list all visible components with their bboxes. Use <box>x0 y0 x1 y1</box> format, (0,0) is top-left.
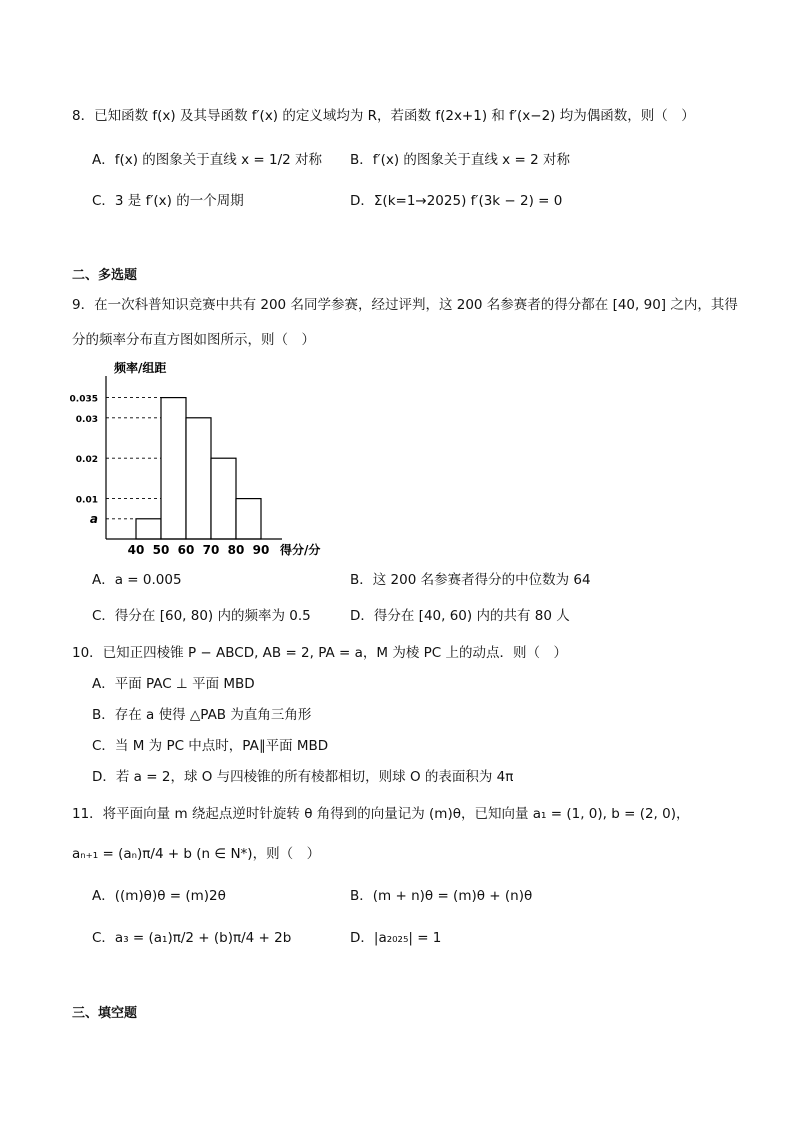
x-tick-label: 80 <box>227 543 245 557</box>
x-tick-label: 60 <box>177 543 195 557</box>
y-tick-label: 0.02 <box>75 455 98 466</box>
histogram-bar <box>161 398 186 539</box>
q8-option-a: A．f(x) 的图象关于直线 x = 1/2 对称 <box>92 152 322 168</box>
y-tick-label: 0.035 <box>70 394 98 405</box>
y-tick-label: 0.01 <box>75 495 98 506</box>
q11-option-a: A．((m)θ)θ = (m)2θ <box>92 888 226 904</box>
q8-option-d: D．Σ(k=1→2025) f′(3k − 2) = 0 <box>350 193 563 209</box>
y-tick-label: 0.03 <box>75 414 98 425</box>
y-axis-label: 频率/组距 <box>114 361 167 375</box>
y-tick-labels <box>70 395 98 526</box>
q11-option-b: B．(m + n)θ = (m)θ + (n)θ <box>350 888 533 904</box>
q9-option-c: C．得分在 [60, 80) 内的频率为 0.5 <box>92 608 311 624</box>
q11-stem-line2: aₙ₊₁ = (aₙ)π/4 + b (n ∈ N*)，则（ ） <box>72 846 321 862</box>
y-tick-label: a <box>89 511 98 526</box>
section-multiple-choice-heading: 二、多选题 <box>72 268 138 283</box>
q9-stem-line2: 分的频率分布直方图如图所示，则（ ） <box>72 332 315 348</box>
q10-option-c: C．当 M 为 PC 中点时，PA∥平面 MBD <box>92 738 329 754</box>
section-fill-in-heading: 三、填空题 <box>72 1006 138 1021</box>
q8-stem: 8．已知函数 f(x) 及其导函数 f′(x) 的定义域均为 R，若函数 f(2x+1) 和 f′(x−2) 均为偶函数，则（ ） <box>72 108 695 124</box>
histogram-bar <box>136 519 161 539</box>
histogram-bar <box>186 418 211 539</box>
x-tick-label: 90 <box>252 543 270 557</box>
q9-option-d: D．得分在 [40, 60) 内的共有 80 人 <box>350 608 570 624</box>
q10-option-a: A．平面 PAC ⊥ 平面 MBD <box>92 676 255 692</box>
histogram-bars <box>136 398 261 539</box>
histogram-bar <box>211 458 236 539</box>
q8-option-b: B．f′(x) 的图象关于直线 x = 2 对称 <box>350 152 570 168</box>
q11-stem-line1: 11．将平面向量 m 绕起点逆时针旋转 θ 角得到的向量记为 (m)θ，已知向量 a₁ = (1, 0), b = (2, 0)， <box>72 806 690 822</box>
x-tick-label: 70 <box>202 543 220 557</box>
q10-option-d: D．若 a = 2，球 O 与四棱锥的所有棱都相切，则球 O 的表面积为 4π <box>92 769 514 785</box>
histogram-bar <box>236 499 261 539</box>
q10-option-b: B．存在 a 使得 △PAB 为直角三角形 <box>92 707 312 723</box>
q9-option-a: A．a = 0.005 <box>92 572 182 588</box>
q11-option-c: C．a₃ = (a₁)π/2 + (b)π/4 + 2b <box>92 930 292 946</box>
q9-stem-line1: 9．在一次科普知识竞赛中共有 200 名同学参赛，经过评判，这 200 名参赛者的得分都在 [40, 90] 之内，其得 <box>72 297 738 313</box>
q11-option-d: D．|a₂₀₂₅| = 1 <box>350 930 442 946</box>
x-axis-label: 得分/分 <box>280 543 321 557</box>
x-tick-label: 40 <box>127 543 145 557</box>
q10-stem: 10．已知正四棱锥 P − ABCD, AB = 2, PA = a，M 为棱 PC 上的动点．则（ ） <box>72 645 567 661</box>
x-tick-label: 50 <box>152 543 170 557</box>
q9-option-b: B．这 200 名参赛者得分的中位数为 64 <box>350 572 591 588</box>
frequency-histogram <box>70 358 360 563</box>
x-tick-labels <box>128 543 270 557</box>
q8-option-c: C．3 是 f′(x) 的一个周期 <box>92 193 244 209</box>
